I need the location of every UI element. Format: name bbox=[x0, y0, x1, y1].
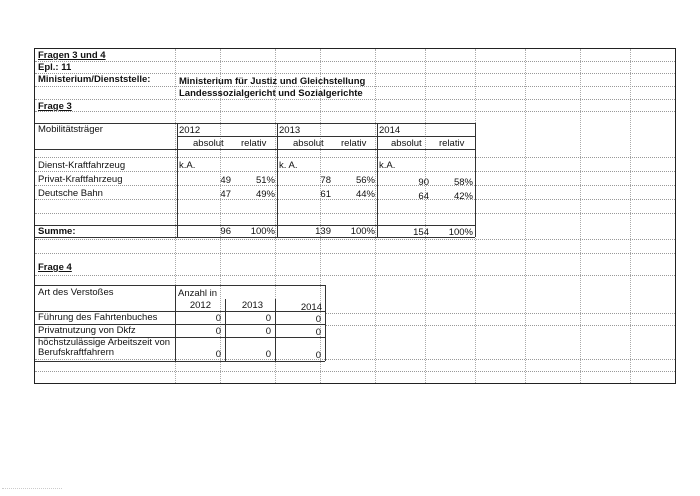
frage3-cell: k.A. bbox=[379, 160, 396, 171]
table-rule bbox=[35, 149, 475, 150]
document-sheet bbox=[34, 48, 676, 384]
grid-line bbox=[35, 275, 675, 276]
grid-line bbox=[325, 313, 675, 314]
frage3-sub-absolut: absolut bbox=[193, 138, 224, 149]
frage3-cell: 90 bbox=[418, 177, 429, 188]
frage4-row-label: Berufskraftfahrern bbox=[38, 347, 115, 358]
frage4-row-label: höchstzulässige Arbeitszeit von bbox=[38, 337, 171, 348]
frage4-heading: Frage 4 bbox=[38, 262, 72, 273]
frage3-cell: 49 bbox=[220, 175, 231, 186]
frage3-cell: k. A. bbox=[279, 160, 298, 171]
frage3-year-header: 2012 bbox=[179, 125, 201, 136]
grid-line bbox=[630, 49, 631, 383]
frage3-sub-absolut: absolut bbox=[293, 138, 324, 149]
ministry-name: Ministerium für Justiz und Gleichstellung bbox=[179, 76, 366, 87]
epl-label: Epl.: 11 bbox=[38, 62, 72, 73]
frage3-row-label: Deutsche Bahn bbox=[38, 188, 103, 199]
frage3-sub-relativ: relativ bbox=[241, 138, 267, 149]
frage3-heading: Frage 3 bbox=[38, 101, 72, 112]
grid-line bbox=[35, 359, 675, 360]
frage3-year-header: 2014 bbox=[379, 125, 401, 136]
frage4-count-label: Anzahl in bbox=[178, 288, 218, 299]
frage3-cell: 56% bbox=[355, 175, 375, 186]
frage3-cell: 61 bbox=[320, 189, 331, 200]
frage3-sum-cell: 100% bbox=[250, 226, 275, 237]
frage3-cell: 44% bbox=[355, 189, 375, 200]
grid-line bbox=[525, 49, 526, 383]
ministry-label: Ministerium/Dienststelle: bbox=[38, 74, 151, 85]
frage3-cell: 49% bbox=[255, 189, 275, 200]
grid-line bbox=[35, 157, 675, 158]
frage4-cell: 0 bbox=[265, 326, 271, 337]
grid-line bbox=[35, 171, 675, 172]
table-rule bbox=[177, 123, 178, 237]
frage4-row-label: Führung des Fahrtenbuches bbox=[38, 312, 158, 323]
court-name: Landesssozialgericht und Sozialgerichte bbox=[179, 88, 363, 99]
frage4-cell: 0 bbox=[265, 349, 271, 360]
grid-line bbox=[35, 239, 675, 240]
frage3-cell: 64 bbox=[418, 191, 429, 202]
grid-line bbox=[35, 213, 675, 214]
frage3-sum-cell: 154 bbox=[413, 227, 429, 238]
grid-line bbox=[580, 49, 581, 383]
frage4-row-label: Privatnutzung von Dkfz bbox=[38, 325, 136, 336]
frage3-sum-cell: 100% bbox=[448, 227, 473, 238]
frage3-sub-relativ: relativ bbox=[341, 138, 367, 149]
frage3-cell: 42% bbox=[453, 191, 473, 202]
table-rule bbox=[35, 361, 325, 362]
frage3-cell: 58% bbox=[453, 177, 473, 188]
grid-line bbox=[35, 253, 675, 254]
frage3-sum-cell: 96 bbox=[220, 226, 231, 237]
frage4-column-label: Art des Verstoßes bbox=[38, 287, 114, 298]
table-rule bbox=[475, 123, 476, 237]
frage3-column-label: Mobilitätsträger bbox=[38, 124, 103, 135]
table-rule bbox=[35, 285, 325, 286]
frage3-sum-cell: 100% bbox=[350, 226, 375, 237]
grid-line bbox=[35, 111, 675, 112]
frage3-sub-absolut: absolut bbox=[391, 138, 422, 149]
grid-line bbox=[425, 49, 426, 383]
frage3-cell: k.A. bbox=[179, 160, 196, 171]
frage4-year-header: 2014 bbox=[300, 302, 322, 313]
frage3-cell: 51% bbox=[255, 175, 275, 186]
frage3-cell: 78 bbox=[320, 175, 331, 186]
grid-line bbox=[35, 99, 675, 100]
frage4-cell: 0 bbox=[315, 314, 321, 325]
table-rule bbox=[177, 136, 475, 137]
frage4-cell: 0 bbox=[215, 313, 221, 324]
frage3-year-header: 2013 bbox=[279, 125, 301, 136]
grid-line bbox=[35, 61, 675, 62]
frage4-cell: 0 bbox=[265, 313, 271, 324]
footer-mark bbox=[2, 488, 62, 489]
frage4-year-header: 2013 bbox=[241, 300, 263, 311]
grid-line bbox=[325, 325, 675, 326]
grid-line bbox=[35, 371, 675, 372]
table-rule bbox=[325, 285, 326, 361]
document-title: Fragen 3 und 4 bbox=[38, 50, 106, 61]
frage4-cell: 0 bbox=[315, 327, 321, 338]
table-rule bbox=[277, 123, 278, 237]
frage4-cell: 0 bbox=[215, 326, 221, 337]
frage4-cell: 0 bbox=[215, 349, 221, 360]
frage3-sub-relativ: relativ bbox=[439, 138, 465, 149]
frage4-cell: 0 bbox=[315, 350, 321, 361]
frage3-sum-label: Summe: bbox=[38, 226, 76, 237]
frage3-cell: 47 bbox=[220, 189, 231, 200]
frage3-row-label: Privat-Kraftfahrzeug bbox=[38, 174, 123, 185]
frage4-year-header: 2012 bbox=[189, 300, 211, 311]
table-rule bbox=[377, 123, 378, 237]
grid-line bbox=[375, 49, 376, 383]
frage3-sum-cell: 139 bbox=[315, 226, 331, 237]
frage3-row-label: Dienst-Kraftfahrzeug bbox=[38, 160, 126, 171]
